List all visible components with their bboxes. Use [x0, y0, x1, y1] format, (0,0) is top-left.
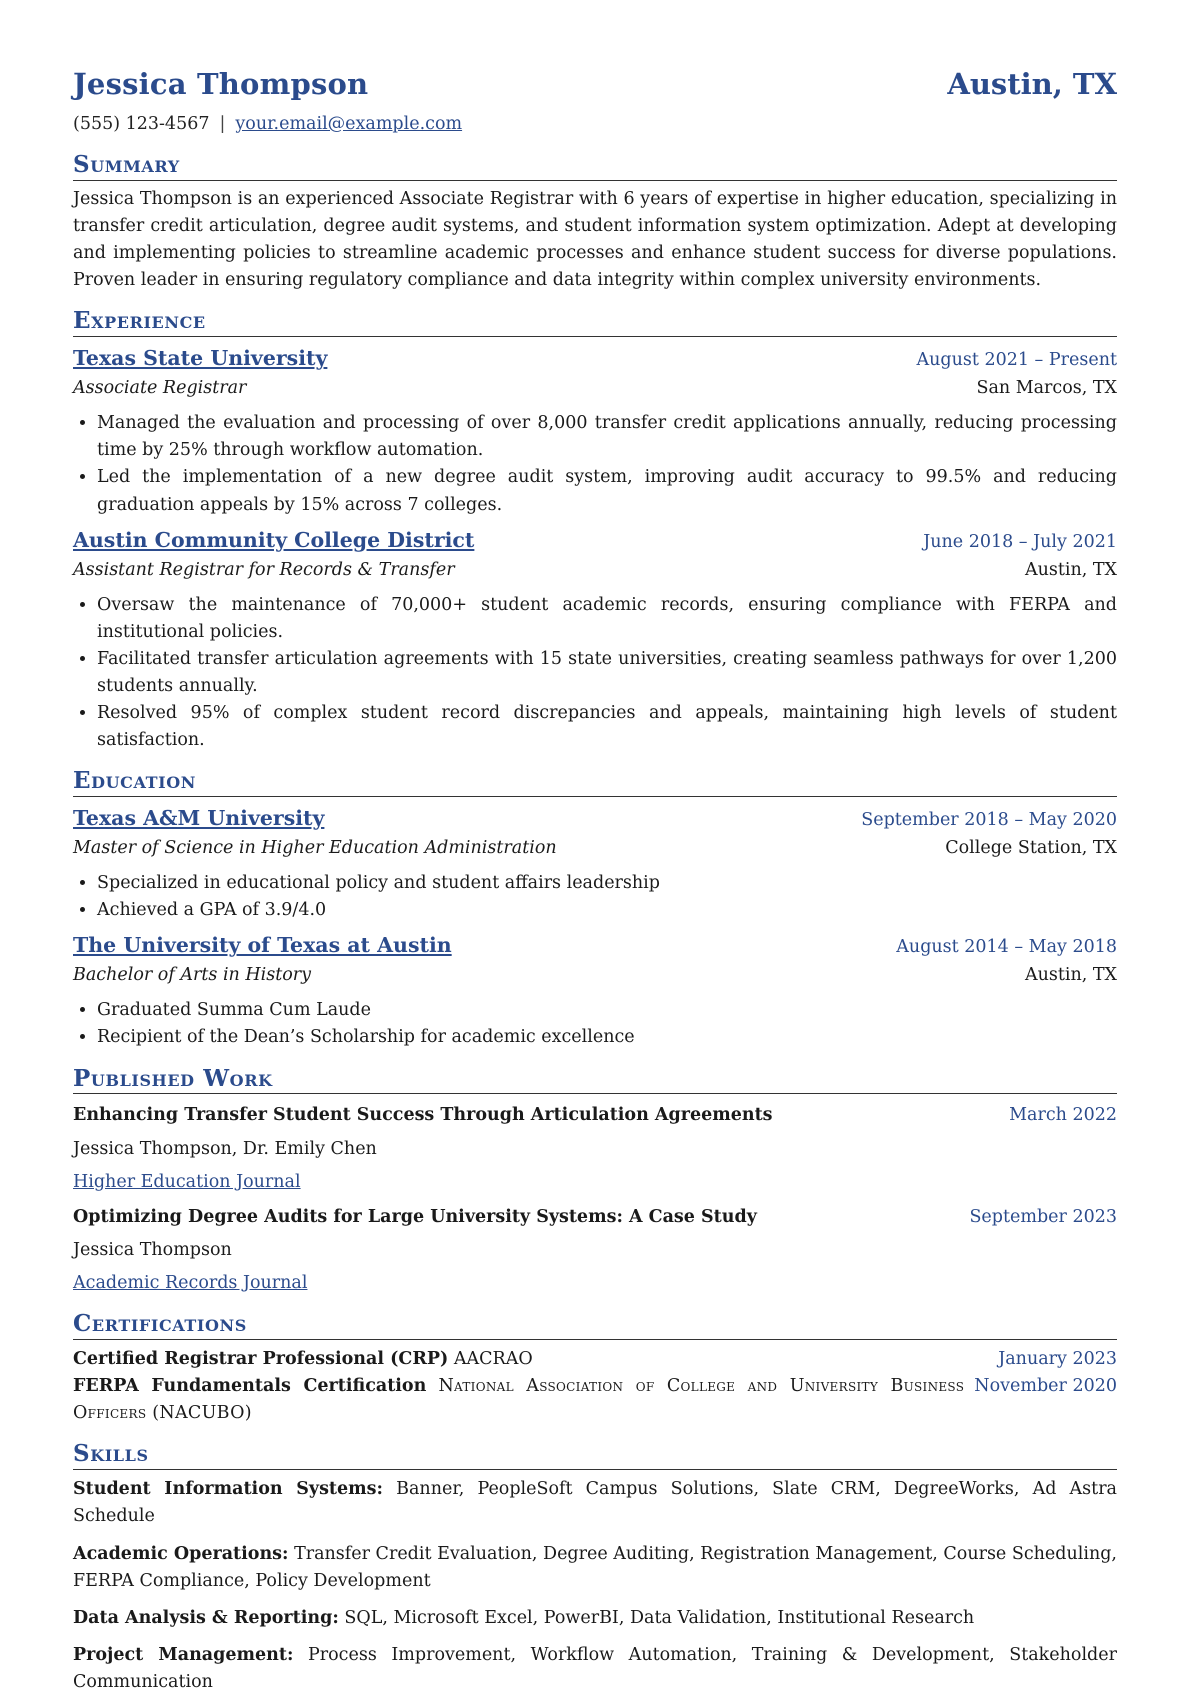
certification-date: January 2023 [998, 1349, 1117, 1370]
education-entry [73, 803, 1117, 924]
publication-entry [73, 1204, 1117, 1297]
section-title-certifications: Certifications [73, 1309, 1117, 1340]
publication-date: March 2022 [1009, 1105, 1117, 1126]
education-details [73, 870, 1117, 924]
journal-link[interactable]: Academic Records Journal [73, 1273, 308, 1294]
job-location: Austin, TX [1024, 559, 1117, 580]
list-item: • Led the implementation of a new degree audit system, improving audit accuracy to 99.5% and reducing graduation appeals by 15% across 7 colleges. [97, 464, 1117, 518]
education-details [73, 997, 1117, 1051]
education-entry [73, 930, 1117, 1051]
summary-text: Jessica Thompson is an experienced Associate Registrar with 6 years of expertise in higher education, specializing in transfer credit articulation, degree audit systems, and student information system optimization. Adept at developing and implementing policies to streamline academic processes and enhance student success for diverse populations. Proven leader in ensuring regulatory compliance and data integrity within complex university environments. [73, 188, 1117, 291]
degree-name: Bachelor of Arts in History [73, 965, 312, 986]
publication-authors: Jessica Thompson [73, 1239, 232, 1260]
study-dates: September 2018 – May 2020 [861, 810, 1117, 831]
experience-entry [73, 525, 1117, 755]
email-link[interactable]: your.email@example.com [235, 113, 463, 134]
certification-date: November 2020 [974, 1376, 1117, 1397]
experience-entry [73, 343, 1117, 518]
skill-list: SQL, Microsoft Excel, PowerBI, Data Validation, Institutional Research [344, 1607, 975, 1628]
list-item: • Achieved a GPA of 3.9/4.0 [97, 897, 1117, 924]
resume-header [73, 62, 1117, 107]
certification-entry [73, 1373, 1117, 1427]
skill-category: Academic Operations: [73, 1543, 289, 1564]
skill-list: Process Improvement, Workflow Automation, Training & Development, Stakeholder Communication [73, 1644, 1117, 1693]
list-item: • Oversaw the maintenance of 70,000+ student academic records, ensuring compliance with FERPA and institutional policies. [97, 592, 1117, 646]
achievement-list [73, 592, 1117, 755]
candidate-location: Austin, TX [947, 67, 1117, 101]
certification-issuer: AACRAO [453, 1349, 533, 1370]
school-link[interactable]: Texas A&M University [73, 806, 325, 831]
certification-name: Certified Registrar Professional (CRP) [73, 1349, 449, 1370]
list-item: • Facilitated transfer articulation agreements with 15 state universities, creating seamless pathways for over 1,200 students annually. [97, 646, 1117, 700]
skill-group [73, 1605, 1117, 1632]
list-item: • Specialized in educational policy and student affairs leadership [97, 870, 1117, 897]
section-title-skills: Skills [73, 1439, 1117, 1470]
phone-number: (555) 123-4567 [73, 113, 210, 134]
skill-category: Student Information Systems: [73, 1479, 383, 1500]
achievement-list [73, 410, 1117, 519]
skill-group [73, 1541, 1117, 1595]
skill-group [73, 1476, 1117, 1530]
section-title-education: Education [73, 766, 1117, 797]
employer-link[interactable]: Austin Community College District [73, 527, 475, 552]
certification-issuer: National Association of College and University Business Officers (NACUBO) [73, 1376, 965, 1424]
list-item: • Managed the evaluation and processing of over 8,000 transfer credit applications annually, reducing processing time by 25% through workflow automation. [97, 410, 1117, 464]
list-item: • Recipient of the Dean’s Scholarship for academic excellence [97, 1024, 1117, 1051]
employment-dates: June 2018 – July 2021 [923, 531, 1117, 552]
skill-group [73, 1642, 1117, 1696]
publication-authors: Jessica Thompson, Dr. Emily Chen [73, 1138, 377, 1159]
section-title-publications: Published Work [73, 1064, 1117, 1095]
skill-list: Banner, PeopleSoft Campus Solutions, Slate CRM, DegreeWorks, Ad Astra Schedule [73, 1479, 1117, 1527]
certification-entry [73, 1346, 1117, 1373]
section-title-summary: Summary [73, 150, 1117, 181]
school-location: Austin, TX [1024, 965, 1117, 986]
publication-entry [73, 1102, 1117, 1195]
list-item: • Resolved 95% of complex student record discrepancies and appeals, maintaining high levels of student satisfaction. [97, 700, 1117, 754]
skill-list: Transfer Credit Evaluation, Degree Auditing, Registration Management, Course Scheduling, FERPA Compliance, Policy Development [73, 1543, 1117, 1591]
skill-category: Data Analysis & Reporting: [73, 1607, 339, 1628]
skill-category: Project Management: [73, 1644, 294, 1665]
employment-dates: August 2021 – Present [916, 350, 1117, 371]
employer-link[interactable]: Texas State University [73, 346, 328, 371]
list-item: • Graduated Summa Cum Laude [97, 997, 1117, 1024]
school-link[interactable]: The University of Texas at Austin [73, 933, 452, 958]
degree-name: Master of Science in Higher Education Administration [73, 838, 557, 859]
publication-title: Optimizing Degree Audits for Large University Systems: A Case Study [73, 1206, 757, 1227]
contact-separator: | [219, 113, 226, 134]
job-title: Assistant Registrar for Records & Transfer [73, 559, 455, 580]
certification-name: FERPA Fundamentals Certification [73, 1376, 427, 1397]
school-location: College Station, TX [945, 838, 1117, 859]
publication-date: September 2023 [969, 1206, 1117, 1227]
job-location: San Marcos, TX [976, 378, 1117, 399]
section-title-experience: Experience [73, 306, 1117, 337]
job-title: Associate Registrar [73, 378, 247, 399]
candidate-name: Jessica Thompson [73, 67, 369, 101]
study-dates: August 2014 – May 2018 [896, 937, 1117, 958]
contact-line [73, 111, 1117, 138]
journal-link[interactable]: Higher Education Journal [73, 1171, 301, 1192]
publication-title: Enhancing Transfer Student Success Through Articulation Agreements [73, 1105, 773, 1126]
